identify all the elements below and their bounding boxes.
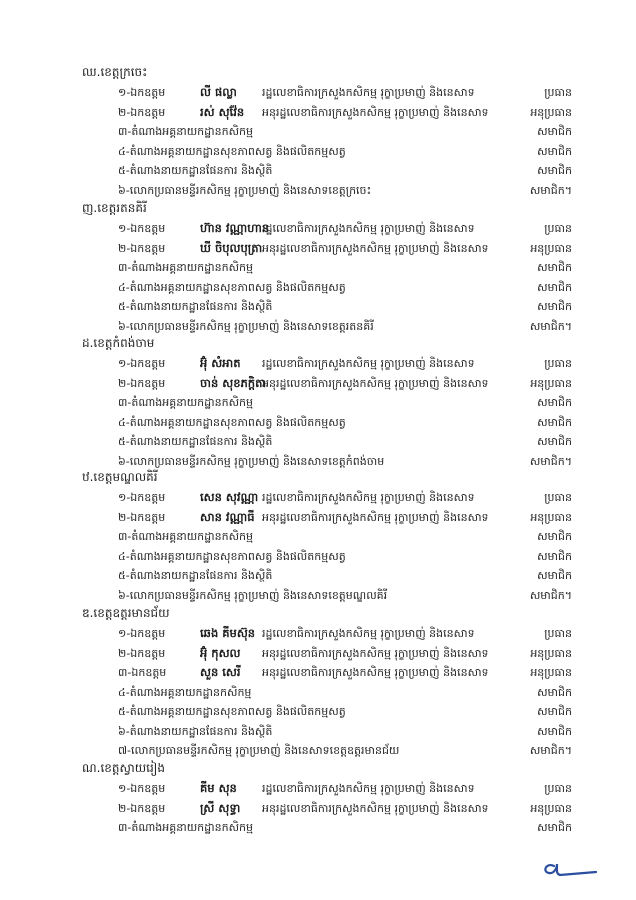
member-title: ៤-តំណាងអគ្គនាយកដ្ឋានសុខភាពសត្វ និងផលិតកម្មសត្វ — [118, 415, 346, 429]
member-role: សមាជិក — [537, 821, 572, 834]
member-row — [82, 219, 572, 239]
member-title: ៥-តំណាងនាយកដ្ឋានផែនការ និងស្ថិតិ — [118, 300, 273, 313]
member-title: ៣-តំណាងអគ្គនាយកដ្ឋានកសិកម្ម — [118, 530, 254, 543]
member-row — [82, 779, 572, 799]
member-role: អនុប្រធាន — [530, 376, 572, 390]
member-role: សមាជិក — [537, 396, 572, 409]
member-row — [82, 354, 572, 374]
member-position: អនុរដ្ឋលេខាធិការក្រសួងកសិកម្ម រុក្ខាប្រមាញ់ និងនេសាទ — [262, 801, 489, 815]
member-role: សមាជិក — [537, 164, 572, 177]
member-name: សួន សេរី — [200, 665, 241, 679]
member-title: ៣-តំណាងអគ្គនាយកដ្ឋានកសិកម្ម — [118, 261, 254, 274]
member-role: សមាជិក។ — [529, 454, 572, 468]
member-title: ៤-តំណាងអគ្គនាយកដ្ឋានសុខភាពសត្វ និងផលិតកម្មសត្វ — [118, 144, 346, 158]
member-name: ឃី ចិបុលបុត្រា — [200, 240, 263, 255]
member-position: រដ្ឋលេខាធិការក្រសួងកសិកម្ម រុក្ខាប្រមាញ់ និងនេសាទ — [262, 222, 475, 235]
member-row — [82, 374, 572, 394]
member-role: ប្រធាន — [544, 782, 572, 795]
member-title: ៦-តំណាងនាយកដ្ឋានផែនការ និងស្ថិតិ — [118, 724, 273, 738]
member-name: គីម សុន — [200, 781, 237, 795]
province-section — [82, 603, 572, 761]
member-title: ៣-តំណាងអគ្គនាយកដ្ឋានកសិកម្ម — [118, 396, 254, 409]
member-role: សមាជិក — [537, 530, 572, 543]
member-row — [82, 663, 572, 683]
member-role: អនុប្រធាន — [530, 801, 572, 815]
member-row — [82, 278, 572, 298]
member-role: សមាជិក។ — [529, 588, 572, 602]
member-title: ២-ឯកឧត្តម — [118, 510, 166, 524]
province-heading: ញ.ខេត្តរតនគិរី — [82, 201, 147, 215]
member-title: ១-ឯកឧត្តម — [118, 357, 166, 370]
member-role: សមាជិក — [537, 261, 572, 274]
province-section — [82, 467, 572, 605]
member-row — [82, 566, 572, 586]
member-title: ៥-តំណាងអគ្គនាយកដ្ឋានសុខភាពសត្វ និងផលិតកម្មសត្វ — [118, 705, 346, 718]
member-title: ៤-តំណាងអគ្គនាយកដ្ឋានសុខភាពសត្វ និងផលិតកម្មសត្វ — [118, 280, 346, 294]
province-section — [82, 62, 572, 200]
member-role: សមាជិក — [537, 125, 572, 138]
member-role: ប្រធាន — [544, 627, 572, 640]
member-title: ៤-តំណាងអគ្គនាយកដ្ឋានកសិកម្ម — [118, 685, 252, 699]
member-title: ៥-តំណាងនាយកដ្ឋានផែនការ និងស្ថិតិ — [118, 569, 273, 582]
member-role: អនុប្រធាន — [530, 510, 572, 524]
member-row — [82, 624, 572, 644]
member-role: អនុប្រធាន — [530, 241, 572, 255]
member-name: ហ៊ាន វណ្ណាហាន — [200, 221, 270, 235]
member-name: លី ផល្លា — [200, 85, 237, 99]
member-row — [82, 103, 572, 123]
initial-signature-mark — [540, 858, 600, 880]
member-title: ៥-តំណាងនាយកដ្ឋានផែនការ និងស្ថិតិ — [118, 164, 273, 177]
member-title: ៦-លោកប្រធានមន្ទីរកសិកម្ម រុក្ខាប្រមាញ់ និងនេសាទខេត្តរតនគិរី — [118, 319, 374, 333]
member-role: អនុប្រធាន — [530, 666, 572, 679]
member-name: អ៊ុំ កុសល — [200, 645, 241, 660]
member-position: រដ្ឋលេខាធិការក្រសួងកសិកម្ម រុក្ខាប្រមាញ់ និងនេសាទ — [262, 86, 475, 99]
member-position: អនុរដ្ឋលេខាធិការក្រសួងកសិកម្ម រុក្ខាប្រមាញ់ និងនេសាទ — [262, 666, 489, 679]
member-row — [82, 413, 572, 433]
province-section — [82, 758, 572, 838]
member-row — [82, 799, 572, 819]
province-section — [82, 198, 572, 336]
member-title: ៦-លោកប្រធានមន្ទីរកសិកម្ម រុក្ខាប្រមាញ់ និងនេសាទខេត្តកំពង់ចាម — [118, 454, 385, 468]
member-row — [82, 722, 572, 742]
member-role: សមាជិក — [537, 435, 572, 448]
member-position: អនុរដ្ឋលេខាធិការក្រសួងកសិកម្ម រុក្ខាប្រមាញ់ និងនេសាទ — [262, 646, 489, 660]
member-role: ប្រធាន — [544, 491, 572, 504]
member-name: អ៊ុំ សំអាត — [200, 356, 241, 370]
member-title: ២-ឯកឧត្តម — [118, 105, 166, 119]
member-role: សមាជិក — [537, 415, 572, 429]
member-role: ប្រធាន — [544, 86, 572, 99]
member-row — [82, 142, 572, 162]
member-name: សេន សុវណ្ណា — [200, 490, 259, 504]
member-row — [82, 258, 572, 278]
member-role: ប្រធាន — [544, 222, 572, 235]
member-role: សមាជិក។ — [529, 319, 572, 333]
member-row — [82, 508, 572, 528]
member-role: សមាជិក — [537, 705, 572, 718]
member-title: ១-ឯកឧត្តម — [118, 222, 166, 235]
province-section — [82, 333, 572, 471]
member-role: សមាជិក — [537, 300, 572, 313]
member-row — [82, 239, 572, 259]
province-heading: ឈ.ខេត្តក្រចេះ — [82, 65, 148, 79]
member-position: រដ្ឋលេខាធិការក្រសួងកសិកម្ម រុក្ខាប្រមាញ់ និងនេសាទ — [262, 627, 475, 640]
member-role: សមាជិក — [537, 724, 572, 738]
member-role: ប្រធាន — [544, 357, 572, 370]
member-title: ៦-លោកប្រធានមន្ទីរកសិកម្ម រុក្ខាប្រមាញ់ និងនេសាទខេត្តក្រចេះ — [118, 183, 372, 197]
member-position: រដ្ឋលេខាធិការក្រសួងកសិកម្ម រុក្ខាប្រមាញ់ និងនេសាទ — [262, 357, 475, 370]
member-row — [82, 432, 572, 452]
member-row — [82, 393, 572, 413]
member-row — [82, 683, 572, 703]
province-heading: ដ.ខេត្តកំពង់ចាម — [82, 336, 155, 350]
member-title: ១-ឯកឧត្តម — [118, 782, 166, 795]
member-role: សមាជិក។ — [529, 183, 572, 197]
member-role: សមាជិក — [537, 144, 572, 158]
member-row — [82, 488, 572, 508]
member-name: រស់ សុវ៉ែន — [200, 104, 245, 119]
member-title: ១-ឯកឧត្តម — [118, 86, 166, 99]
member-name: ឆេង គីមស៊ុន — [200, 626, 256, 640]
member-position: អនុរដ្ឋលេខាធិការក្រសួងកសិកម្ម រុក្ខាប្រមាញ់ និងនេសាទ — [262, 376, 489, 390]
member-row — [82, 702, 572, 722]
member-role: អនុប្រធាន — [530, 646, 572, 660]
member-title: ២-ឯកឧត្តម — [118, 646, 166, 660]
member-title: ២-ឯកឧត្តម — [118, 241, 166, 255]
member-role: សមាជិក — [537, 549, 572, 563]
member-role: សមាជិក — [537, 685, 572, 699]
member-title: ២-ឯកឧត្តម — [118, 376, 166, 390]
member-name: ចាន់ សុខភក្តិតា — [200, 375, 267, 390]
member-role: សមាជិក — [537, 569, 572, 582]
member-role: អនុប្រធាន — [530, 105, 572, 119]
member-name: សាន វណ្ណាធី — [200, 509, 255, 524]
member-position: រដ្ឋលេខាធិការក្រសួងកសិកម្ម រុក្ខាប្រមាញ់ និងនេសាទ — [262, 491, 475, 504]
member-role: សមាជិក — [537, 280, 572, 294]
member-position: អនុរដ្ឋលេខាធិការក្រសួងកសិកម្ម រុក្ខាប្រមាញ់ និងនេសាទ — [262, 510, 489, 524]
member-title: ៣-តំណាងអគ្គនាយកដ្ឋានកសិកម្ម — [118, 821, 254, 834]
member-row — [82, 297, 572, 317]
member-title: ៤-តំណាងអគ្គនាយកដ្ឋានសុខភាពសត្វ និងផលិតកម្មសត្វ — [118, 549, 346, 563]
member-title: ៣-តំណាងអគ្គនាយកដ្ឋានកសិកម្ម — [118, 125, 254, 138]
member-row — [82, 818, 572, 838]
member-position: អនុរដ្ឋលេខាធិការក្រសួងកសិកម្ម រុក្ខាប្រមាញ់ និងនេសាទ — [262, 105, 489, 119]
member-name: ស្រី សុទ្ធា — [200, 800, 241, 815]
member-row — [82, 547, 572, 567]
member-row — [82, 122, 572, 142]
member-row — [82, 527, 572, 547]
member-role: សមាជិក។ — [529, 744, 572, 757]
province-heading: ណ.ខេត្តស្វាយរៀង — [82, 761, 165, 775]
member-row — [82, 161, 572, 181]
member-title: ៧-លោកប្រធានមន្ទីរកសិកម្ម រុក្ខាប្រមាញ់ និងនេសាទខេត្តឧត្តរមានជ័យ — [118, 744, 400, 757]
member-title: ២-ឯកឧត្តម — [118, 801, 166, 815]
member-row — [82, 644, 572, 664]
member-title: ៥-តំណាងនាយកដ្ឋានផែនការ និងស្ថិតិ — [118, 435, 273, 448]
member-title: ១-ឯកឧត្តម — [118, 491, 166, 504]
member-position: អនុរដ្ឋលេខាធិការក្រសួងកសិកម្ម រុក្ខាប្រមាញ់ និងនេសាទ — [262, 241, 489, 255]
member-title: ៣-ឯកឧត្តម — [118, 666, 167, 679]
member-title: ៦-លោកប្រធានមន្ទីរកសិកម្ម រុក្ខាប្រមាញ់ និងនេសាទខេត្តមណ្ឌលគិរី — [118, 588, 388, 602]
member-position: រដ្ឋលេខាធិការក្រសួងកសិកម្ម រុក្ខាប្រមាញ់ និងនេសាទ — [262, 782, 475, 795]
member-row — [82, 83, 572, 103]
member-title: ១-ឯកឧត្តម — [118, 627, 166, 640]
province-heading: ឌ.ខេត្តឧត្តរមានជ័យ — [82, 606, 170, 620]
province-heading: ឋ.ខេត្តមណ្ឌលគិរី — [82, 470, 158, 484]
